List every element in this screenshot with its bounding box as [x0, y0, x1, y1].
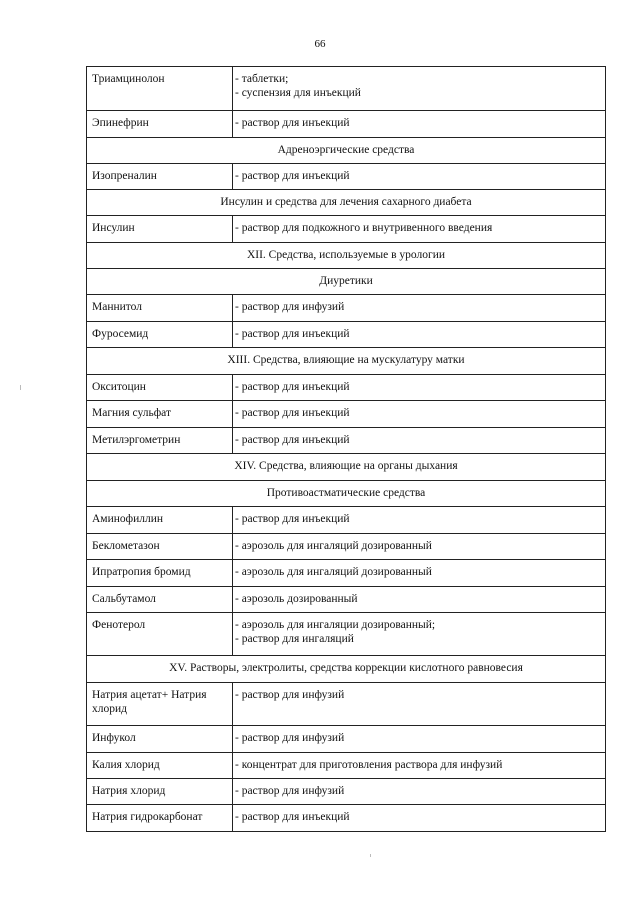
dosage-form-cell [233, 587, 606, 613]
section-header-row [87, 138, 606, 164]
dosage-form-cell [233, 753, 606, 779]
dosage-form-cell [233, 295, 606, 322]
page-number: 66 [314, 38, 326, 50]
dosage-form-cell [233, 726, 606, 753]
scan-mark [370, 854, 371, 857]
scan-mark [20, 385, 21, 390]
section-header-row [87, 243, 606, 269]
section-title: Адреноэргические средства [87, 138, 606, 164]
drug-name: Маннитол [87, 295, 233, 322]
dosage-form: - раствор для инфузий [235, 732, 345, 744]
medication-table [86, 66, 606, 832]
section-header-row [87, 454, 606, 481]
dosage-form-cell [233, 401, 606, 428]
drug-name: Сальбутамол [87, 587, 233, 613]
section-title: Диуретики [87, 269, 606, 295]
dosage-form: - раствор для инъекций [235, 117, 350, 129]
dosage-form: - суспензия для инъекций [235, 87, 361, 99]
section-header-row [87, 481, 606, 507]
drug-row [87, 111, 606, 138]
section-title: XII. Средства, используемые в урологии [87, 243, 606, 269]
drug-row [87, 753, 606, 779]
drug-name: Окситоцин [87, 375, 233, 401]
drug-name: Натрия хлорид [87, 779, 233, 805]
drug-name: Натрия ацетат+ Натрия хлорид [87, 683, 233, 726]
dosage-form-cell [233, 428, 606, 454]
drug-name: Аминофиллин [87, 507, 233, 534]
dosage-form: - раствор для инъекций [235, 811, 350, 823]
drug-row [87, 534, 606, 560]
dosage-form: - аэрозоль для ингаляций дозированный [235, 540, 432, 552]
dosage-form-cell [233, 805, 606, 832]
drug-name: Магния сульфат [87, 401, 233, 428]
drug-row [87, 587, 606, 613]
dosage-form: - аэрозоль для ингаляции дозированный; [235, 619, 436, 631]
drug-name: Метилэргометрин [87, 428, 233, 454]
drug-row [87, 779, 606, 805]
medication-table-body [87, 67, 606, 832]
drug-row [87, 805, 606, 832]
drug-row [87, 613, 606, 656]
drug-row [87, 216, 606, 243]
dosage-form-cell [233, 534, 606, 560]
dosage-form: - раствор для подкожного и внутривенного введения [235, 222, 493, 234]
section-title: XIV. Средства, влияющие на органы дыхания [87, 454, 606, 481]
section-title: XV. Растворы, электролиты, средства коррекции кислотного равновесия [87, 656, 606, 683]
drug-row [87, 401, 606, 428]
dosage-form: - аэрозоль для ингаляций дозированный [235, 566, 432, 578]
drug-name: Беклометазон [87, 534, 233, 560]
dosage-form: - раствор для инъекций [235, 328, 350, 340]
drug-name: Ипратропия бромид [87, 560, 233, 587]
drug-name: Фуросемид [87, 322, 233, 348]
dosage-form: - концентрат для приготовления раствора для инфузий [235, 759, 503, 771]
drug-row [87, 164, 606, 190]
drug-name: Натрия гидрокарбонат [87, 805, 233, 832]
drug-name: Калия хлорид [87, 753, 233, 779]
dosage-form-cell [233, 67, 606, 111]
dosage-form: - раствор для инфузий [235, 689, 345, 701]
dosage-form: - раствор для инъекций [235, 407, 350, 419]
dosage-form: - раствор для инъекций [235, 513, 350, 525]
drug-row [87, 375, 606, 401]
dosage-form-cell [233, 683, 606, 726]
drug-row [87, 507, 606, 534]
drug-row [87, 322, 606, 348]
dosage-form-cell [233, 375, 606, 401]
drug-row [87, 67, 606, 111]
dosage-form: - раствор для ингаляций [235, 633, 354, 645]
drug-row [87, 560, 606, 587]
drug-row [87, 726, 606, 753]
drug-name: Триамцинолон [87, 67, 233, 111]
dosage-form: - аэрозоль дозированный [235, 593, 358, 605]
dosage-form: - таблетки; [235, 73, 289, 85]
section-title: Инсулин и средства для лечения сахарного диабета [87, 190, 606, 216]
dosage-form: - раствор для инфузий [235, 301, 345, 313]
dosage-form-cell [233, 613, 606, 656]
dosage-form: - раствор для инъекций [235, 434, 350, 446]
dosage-form-cell [233, 111, 606, 138]
drug-name: Эпинефрин [87, 111, 233, 138]
section-header-row [87, 656, 606, 683]
section-header-row [87, 190, 606, 216]
dosage-form-cell [233, 507, 606, 534]
drug-row [87, 428, 606, 454]
section-header-row [87, 348, 606, 375]
section-title: Противоастматические средства [87, 481, 606, 507]
dosage-form-cell [233, 216, 606, 243]
dosage-form-cell [233, 322, 606, 348]
drug-row [87, 683, 606, 726]
section-title: XIII. Средства, влияющие на мускулатуру матки [87, 348, 606, 375]
dosage-form-cell [233, 779, 606, 805]
dosage-form: - раствор для инъекций [235, 381, 350, 393]
dosage-form: - раствор для инфузий [235, 785, 345, 797]
drug-name: Изопреналин [87, 164, 233, 190]
dosage-form-cell [233, 164, 606, 190]
dosage-form-cell [233, 560, 606, 587]
drug-name: Инсулин [87, 216, 233, 243]
drug-name: Инфукол [87, 726, 233, 753]
section-header-row [87, 269, 606, 295]
drug-row [87, 295, 606, 322]
drug-name: Фенотерол [87, 613, 233, 656]
dosage-form: - раствор для инъекций [235, 170, 350, 182]
